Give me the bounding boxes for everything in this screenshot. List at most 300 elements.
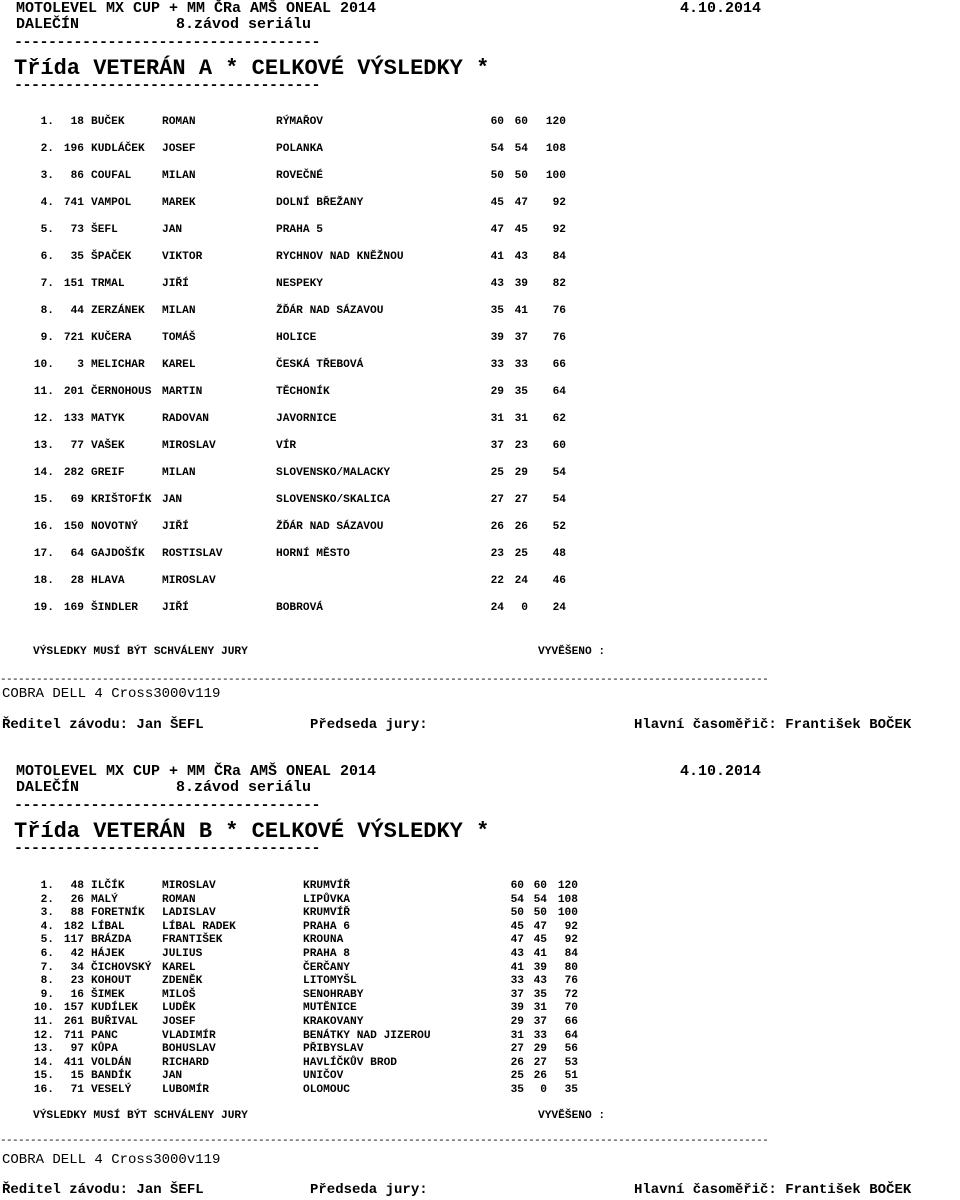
first-name-cell: VLADIMÍR [162,1029,216,1042]
total-points-cell: 51 [564,1070,578,1083]
rank-cell: 16. [33,1084,54,1096]
town-cell: UNIČOV [303,1070,344,1083]
first-name-cell: MIROSLAV [162,880,216,892]
start-number-cell: 48 [70,880,84,892]
first-name-cell: JAN [162,1070,183,1083]
surname-cell: ČICHOVSKÝ [91,961,152,974]
rank-cell: 8. [40,305,54,317]
town-cell: ŽĎÁR NAD SÁZAVOU [276,521,384,533]
surname-cell: VOLDÁN [91,1056,132,1069]
race1-points-cell: 45 [510,920,524,933]
race1-points-cell: 27 [490,494,504,506]
surname-cell: KUČERA [91,332,132,344]
town-cell: KRUMVÍŘ [303,907,350,920]
first-name-cell: MILAN [162,305,196,317]
total-points-cell: 70 [564,1002,578,1015]
start-number-cell: 182 [63,920,84,933]
race2-points-cell: 31 [514,413,528,425]
rank-cell: 14. [33,1056,54,1069]
race2-points-cell: 50 [514,170,528,182]
race1-points-cell: 41 [510,961,524,974]
event-place: DALEČÍN [16,779,80,796]
rank-cell: 2. [40,893,54,906]
race1-points-cell: 26 [510,1056,524,1069]
rank-cell: 9. [40,988,54,1001]
first-name-cell: ROMAN [162,116,196,128]
total-points-cell: 54 [552,494,566,506]
software-label: COBRA DELL 4 Cross3000v119 [2,686,221,702]
rank-cell: 18. [33,575,54,587]
race2-points-cell: 29 [514,467,528,479]
start-number-cell: 73 [70,224,84,236]
first-name-cell: MILOŠ [162,988,196,1001]
rank-cell: 16. [33,521,54,533]
jury-chair-label: Předseda jury: [310,1182,428,1198]
race2-points-cell: 26 [514,521,528,533]
total-points-cell: 80 [564,961,578,974]
town-cell: LITOMYŠL [303,975,357,988]
race2-points-cell: 31 [533,1002,547,1015]
footer-rule: -------------------------------------------------------------------------------------------------------------------------------- [0,674,769,686]
surname-cell: VAMPOL [91,197,132,209]
event-title: MOTOLEVEL MX CUP + MM ČRa AMŠ ONEAL 2014 [16,0,377,17]
race2-points-cell: 33 [533,1029,547,1042]
race2-points-cell: 25 [514,548,528,560]
first-name-cell: FRANTIŠEK [162,934,223,947]
race-label: 8.závod seriálu [176,779,312,796]
race1-points-cell: 60 [510,880,524,892]
race2-points-cell: 54 [533,893,547,906]
race2-points-cell: 41 [514,305,528,317]
race2-points-cell: 33 [514,359,528,371]
race2-points-cell: 45 [514,224,528,236]
start-number-cell: 42 [70,948,84,960]
start-number-cell: 44 [70,305,84,317]
race2-points-cell: 43 [533,975,547,988]
race1-points-cell: 29 [510,1016,524,1028]
race1-points-cell: 37 [490,440,504,452]
race2-points-cell: 39 [514,278,528,290]
race1-points-cell: 41 [490,251,504,263]
surname-cell: MATYK [91,413,125,425]
start-number-cell: 150 [63,521,84,533]
first-name-cell: MILAN [162,467,196,479]
start-number-cell: 97 [70,1043,84,1056]
total-points-cell: 48 [552,548,566,560]
first-name-cell: JOSEF [162,143,196,155]
first-name-cell: VIKTOR [162,251,203,263]
total-points-cell: 100 [545,170,566,182]
race1-points-cell: 39 [490,332,504,344]
race2-points-cell: 47 [533,920,547,933]
surname-cell: KŮPA [91,1043,118,1056]
start-number-cell: 201 [63,386,84,398]
surname-cell: VESELÝ [91,1084,132,1096]
first-name-cell: ROMAN [162,893,196,906]
race1-points-cell: 43 [510,948,524,960]
rank-cell: 10. [33,1002,54,1015]
rank-cell: 5. [40,934,54,947]
title-rule-bottom: ------------------------------------ [14,840,321,857]
race2-points-cell: 0 [540,1084,547,1096]
race2-points-cell: 23 [514,440,528,452]
town-cell: SLOVENSKO/MALACKY [276,467,391,479]
race2-points-cell: 54 [514,143,528,155]
surname-cell: NOVOTNÝ [91,521,138,533]
total-points-cell: 62 [552,413,566,425]
race1-points-cell: 31 [510,1029,524,1042]
total-points-cell: 100 [557,907,578,920]
race2-points-cell: 39 [533,961,547,974]
start-number-cell: 117 [63,934,84,947]
race2-points-cell: 27 [514,494,528,506]
race1-points-cell: 35 [490,305,504,317]
first-name-cell: MIROSLAV [162,440,216,452]
race2-points-cell: 0 [521,602,528,614]
start-number-cell: 3 [77,359,84,371]
race1-points-cell: 54 [510,893,524,906]
total-points-cell: 72 [564,988,578,1001]
surname-cell: KRIŠTOFÍK [91,494,152,506]
software-label: COBRA DELL 4 Cross3000v119 [2,1152,221,1168]
race1-points-cell: 27 [510,1043,524,1056]
class-title: Třída VETERÁN B * CELKOVÉ VÝSLEDKY * [14,819,490,844]
race2-points-cell: 45 [533,934,547,947]
start-number-cell: 133 [63,413,84,425]
start-number-cell: 69 [70,494,84,506]
rank-cell: 5. [40,224,54,236]
total-points-cell: 56 [564,1043,578,1056]
total-points-cell: 76 [564,975,578,988]
start-number-cell: 157 [63,1002,84,1015]
race1-points-cell: 35 [510,1084,524,1096]
race1-points-cell: 25 [510,1070,524,1083]
first-name-cell: KAREL [162,359,196,371]
first-name-cell: LÍBAL RADEK [162,920,236,933]
rank-cell: 12. [33,1029,54,1042]
town-cell: HOLICE [276,332,317,344]
director-label: Ředitel závodu: Jan ŠEFL [2,717,204,733]
first-name-cell: JOSEF [162,1016,196,1028]
surname-cell: LÍBAL [91,920,125,933]
title-rule-top: ------------------------------------ [14,34,321,51]
rank-cell: 6. [40,251,54,263]
rank-cell: 3. [40,907,54,920]
total-points-cell: 84 [564,948,578,960]
surname-cell: TRMAL [91,278,125,290]
total-points-cell: 76 [552,305,566,317]
total-points-cell: 108 [557,893,578,906]
race1-points-cell: 29 [490,386,504,398]
rank-cell: 8. [40,975,54,988]
director-label: Ředitel závodu: Jan ŠEFL [2,1182,204,1198]
timekeeper-label: Hlavní časoměřič: František BOČEK [634,1182,912,1198]
posted-label: VYVĚŠENO : [538,1110,606,1122]
start-number-cell: 88 [70,907,84,920]
rank-cell: 11. [33,1016,54,1028]
race1-points-cell: 25 [490,467,504,479]
total-points-cell: 24 [552,602,566,614]
town-cell: PŘIBYSLAV [303,1043,364,1056]
town-cell: OLOMOUC [303,1084,350,1096]
surname-cell: ŠINDLER [91,602,138,614]
start-number-cell: 23 [70,975,84,988]
race2-points-cell: 37 [514,332,528,344]
rank-cell: 7. [40,961,54,974]
total-points-cell: 64 [564,1029,578,1042]
surname-cell: ČERNOHOUS [91,386,152,398]
rank-cell: 6. [40,948,54,960]
first-name-cell: KAREL [162,961,196,974]
rank-cell: 4. [40,197,54,209]
surname-cell: KUDLÁČEK [91,143,145,155]
first-name-cell: TOMÁŠ [162,332,196,344]
first-name-cell: MAREK [162,197,196,209]
town-cell: ŽĎÁR NAD SÁZAVOU [276,305,384,317]
start-number-cell: 34 [70,961,84,974]
total-points-cell: 66 [552,359,566,371]
start-number-cell: 169 [63,602,84,614]
total-points-cell: 84 [552,251,566,263]
first-name-cell: MIROSLAV [162,575,216,587]
surname-cell: ZERZÁNEK [91,305,145,317]
race1-points-cell: 43 [490,278,504,290]
race1-points-cell: 39 [510,1002,524,1015]
surname-cell: HLAVA [91,575,125,587]
start-number-cell: 28 [70,575,84,587]
race2-points-cell: 41 [533,948,547,960]
surname-cell: ILČÍK [91,880,125,892]
start-number-cell: 18 [70,116,84,128]
title-rule-top: ------------------------------------ [14,797,321,814]
first-name-cell: LUBOMÍR [162,1084,209,1096]
race1-points-cell: 31 [490,413,504,425]
town-cell: DOLNÍ BŘEŽANY [276,197,364,209]
surname-cell: PANC [91,1029,118,1042]
first-name-cell: JAN [162,224,183,236]
total-points-cell: 82 [552,278,566,290]
start-number-cell: 77 [70,440,84,452]
town-cell: LIPŮVKA [303,893,350,906]
race1-points-cell: 47 [490,224,504,236]
class-title: Třída VETERÁN A * CELKOVÉ VÝSLEDKY * [14,56,490,81]
start-number-cell: 721 [63,332,84,344]
start-number-cell: 64 [70,548,84,560]
rank-cell: 10. [33,359,54,371]
town-cell: VÍR [276,440,297,452]
total-points-cell: 108 [545,143,566,155]
start-number-cell: 151 [63,278,84,290]
race1-points-cell: 54 [490,143,504,155]
start-number-cell: 282 [63,467,84,479]
total-points-cell: 92 [564,934,578,947]
surname-cell: MALÝ [91,893,118,906]
surname-cell: KOHOUT [91,975,132,988]
town-cell: BENÁTKY NAD JIZEROU [303,1029,431,1042]
event-date: 4.10.2014 [680,763,762,780]
rank-cell: 11. [33,386,54,398]
town-cell: TĚCHONÍK [276,386,330,398]
total-points-cell: 54 [552,467,566,479]
total-points-cell: 76 [552,332,566,344]
surname-cell: ŠPAČEK [91,251,132,263]
total-points-cell: 92 [552,224,566,236]
town-cell: PRAHA 5 [276,224,323,236]
race2-points-cell: 60 [533,880,547,892]
town-cell: HAVLÍČKŮV BROD [303,1056,397,1069]
race1-points-cell: 33 [490,359,504,371]
timekeeper-label: Hlavní časoměřič: František BOČEK [634,717,912,733]
start-number-cell: 16 [70,988,84,1001]
town-cell: NESPEKY [276,278,323,290]
surname-cell: COUFAL [91,170,132,182]
town-cell: HORNÍ MĚSTO [276,548,350,560]
total-points-cell: 120 [557,880,578,892]
posted-label: VYVĚŠENO : [538,646,606,658]
surname-cell: HÁJEK [91,948,125,960]
surname-cell: ŠEFL [91,224,118,236]
rank-cell: 2. [40,143,54,155]
start-number-cell: 71 [70,1084,84,1096]
first-name-cell: ROSTISLAV [162,548,223,560]
race1-points-cell: 33 [510,975,524,988]
start-number-cell: 411 [63,1056,84,1069]
town-cell: SLOVENSKO/SKALICA [276,494,391,506]
jury-chair-label: Předseda jury: [310,717,428,733]
title-rule-bottom: ------------------------------------ [14,77,321,94]
race2-points-cell: 29 [533,1043,547,1056]
start-number-cell: 711 [63,1029,84,1042]
race1-points-cell: 47 [510,934,524,947]
surname-cell: FORETNÍK [91,907,145,920]
total-points-cell: 64 [552,386,566,398]
total-points-cell: 120 [545,116,566,128]
race2-points-cell: 37 [533,1016,547,1028]
surname-cell: MELICHAR [91,359,145,371]
first-name-cell: JIŘÍ [162,521,189,533]
first-name-cell: JIŘÍ [162,602,189,614]
total-points-cell: 92 [564,920,578,933]
rank-cell: 1. [40,116,54,128]
event-date: 4.10.2014 [680,0,762,17]
surname-cell: GREIF [91,467,125,479]
race1-points-cell: 23 [490,548,504,560]
total-points-cell: 46 [552,575,566,587]
town-cell: BOBROVÁ [276,602,323,614]
rank-cell: 15. [33,494,54,506]
approval-note: VÝSLEDKY MUSÍ BÝT SCHVÁLENY JURY [33,1110,248,1122]
race2-points-cell: 60 [514,116,528,128]
total-points-cell: 60 [552,440,566,452]
race1-points-cell: 37 [510,988,524,1001]
town-cell: KRAKOVANY [303,1016,364,1028]
total-points-cell: 66 [564,1016,578,1028]
town-cell: PRAHA 8 [303,948,350,960]
race-label: 8.závod seriálu [176,16,312,33]
start-number-cell: 741 [63,197,84,209]
event-place: DALEČÍN [16,16,80,33]
total-points-cell: 52 [552,521,566,533]
start-number-cell: 86 [70,170,84,182]
first-name-cell: MILAN [162,170,196,182]
race1-points-cell: 26 [490,521,504,533]
surname-cell: VAŠEK [91,440,125,452]
town-cell: MUTĚNICE [303,1002,357,1015]
first-name-cell: RADOVAN [162,413,209,425]
surname-cell: KUDÍLEK [91,1002,138,1015]
total-points-cell: 92 [552,197,566,209]
rank-cell: 15. [33,1070,54,1083]
first-name-cell: JAN [162,494,183,506]
race1-points-cell: 60 [490,116,504,128]
race1-points-cell: 24 [490,602,504,614]
race1-points-cell: 50 [490,170,504,182]
surname-cell: BUČEK [91,116,125,128]
rank-cell: 13. [33,1043,54,1056]
first-name-cell: BOHUSLAV [162,1043,216,1056]
race1-points-cell: 45 [490,197,504,209]
rank-cell: 12. [33,413,54,425]
approval-note: VÝSLEDKY MUSÍ BÝT SCHVÁLENY JURY [33,646,248,658]
town-cell: POLANKA [276,143,323,155]
town-cell: ROVEČNÉ [276,170,323,182]
race2-points-cell: 27 [533,1056,547,1069]
start-number-cell: 26 [70,893,84,906]
total-points-cell: 53 [564,1056,578,1069]
race1-points-cell: 50 [510,907,524,920]
race2-points-cell: 35 [514,386,528,398]
surname-cell: GAJDOŠÍK [91,548,145,560]
rank-cell: 7. [40,278,54,290]
surname-cell: BUŘIVAL [91,1016,138,1028]
race2-points-cell: 43 [514,251,528,263]
town-cell: SENOHRABY [303,988,364,1001]
race2-points-cell: 50 [533,907,547,920]
rank-cell: 17. [33,548,54,560]
town-cell: KRUMVÍŘ [303,880,350,892]
surname-cell: BRÁZDA [91,934,132,947]
race2-points-cell: 35 [533,988,547,1001]
surname-cell: BANDÍK [91,1070,132,1083]
town-cell: JAVORNICE [276,413,337,425]
rank-cell: 19. [33,602,54,614]
total-points-cell: 35 [564,1084,578,1096]
start-number-cell: 35 [70,251,84,263]
town-cell: KROUNA [303,934,344,947]
first-name-cell: JULIUS [162,948,203,960]
first-name-cell: JIŘÍ [162,278,189,290]
race2-points-cell: 24 [514,575,528,587]
start-number-cell: 261 [63,1016,84,1028]
rank-cell: 4. [40,920,54,933]
first-name-cell: LADISLAV [162,907,216,920]
rank-cell: 14. [33,467,54,479]
race1-points-cell: 22 [490,575,504,587]
footer-rule: -------------------------------------------------------------------------------------------------------------------------------- [0,1135,769,1147]
race2-points-cell: 47 [514,197,528,209]
town-cell: ČESKÁ TŘEBOVÁ [276,359,364,371]
first-name-cell: LUDĚK [162,1002,196,1015]
town-cell: RÝMAŘOV [276,116,323,128]
start-number-cell: 196 [63,143,84,155]
first-name-cell: RICHARD [162,1056,209,1069]
rank-cell: 13. [33,440,54,452]
event-title: MOTOLEVEL MX CUP + MM ČRa AMŠ ONEAL 2014 [16,763,377,780]
town-cell: PRAHA 6 [303,920,350,933]
town-cell: RYCHNOV NAD KNĚŽNOU [276,251,404,263]
start-number-cell: 15 [70,1070,84,1083]
surname-cell: ŠIMEK [91,988,125,1001]
